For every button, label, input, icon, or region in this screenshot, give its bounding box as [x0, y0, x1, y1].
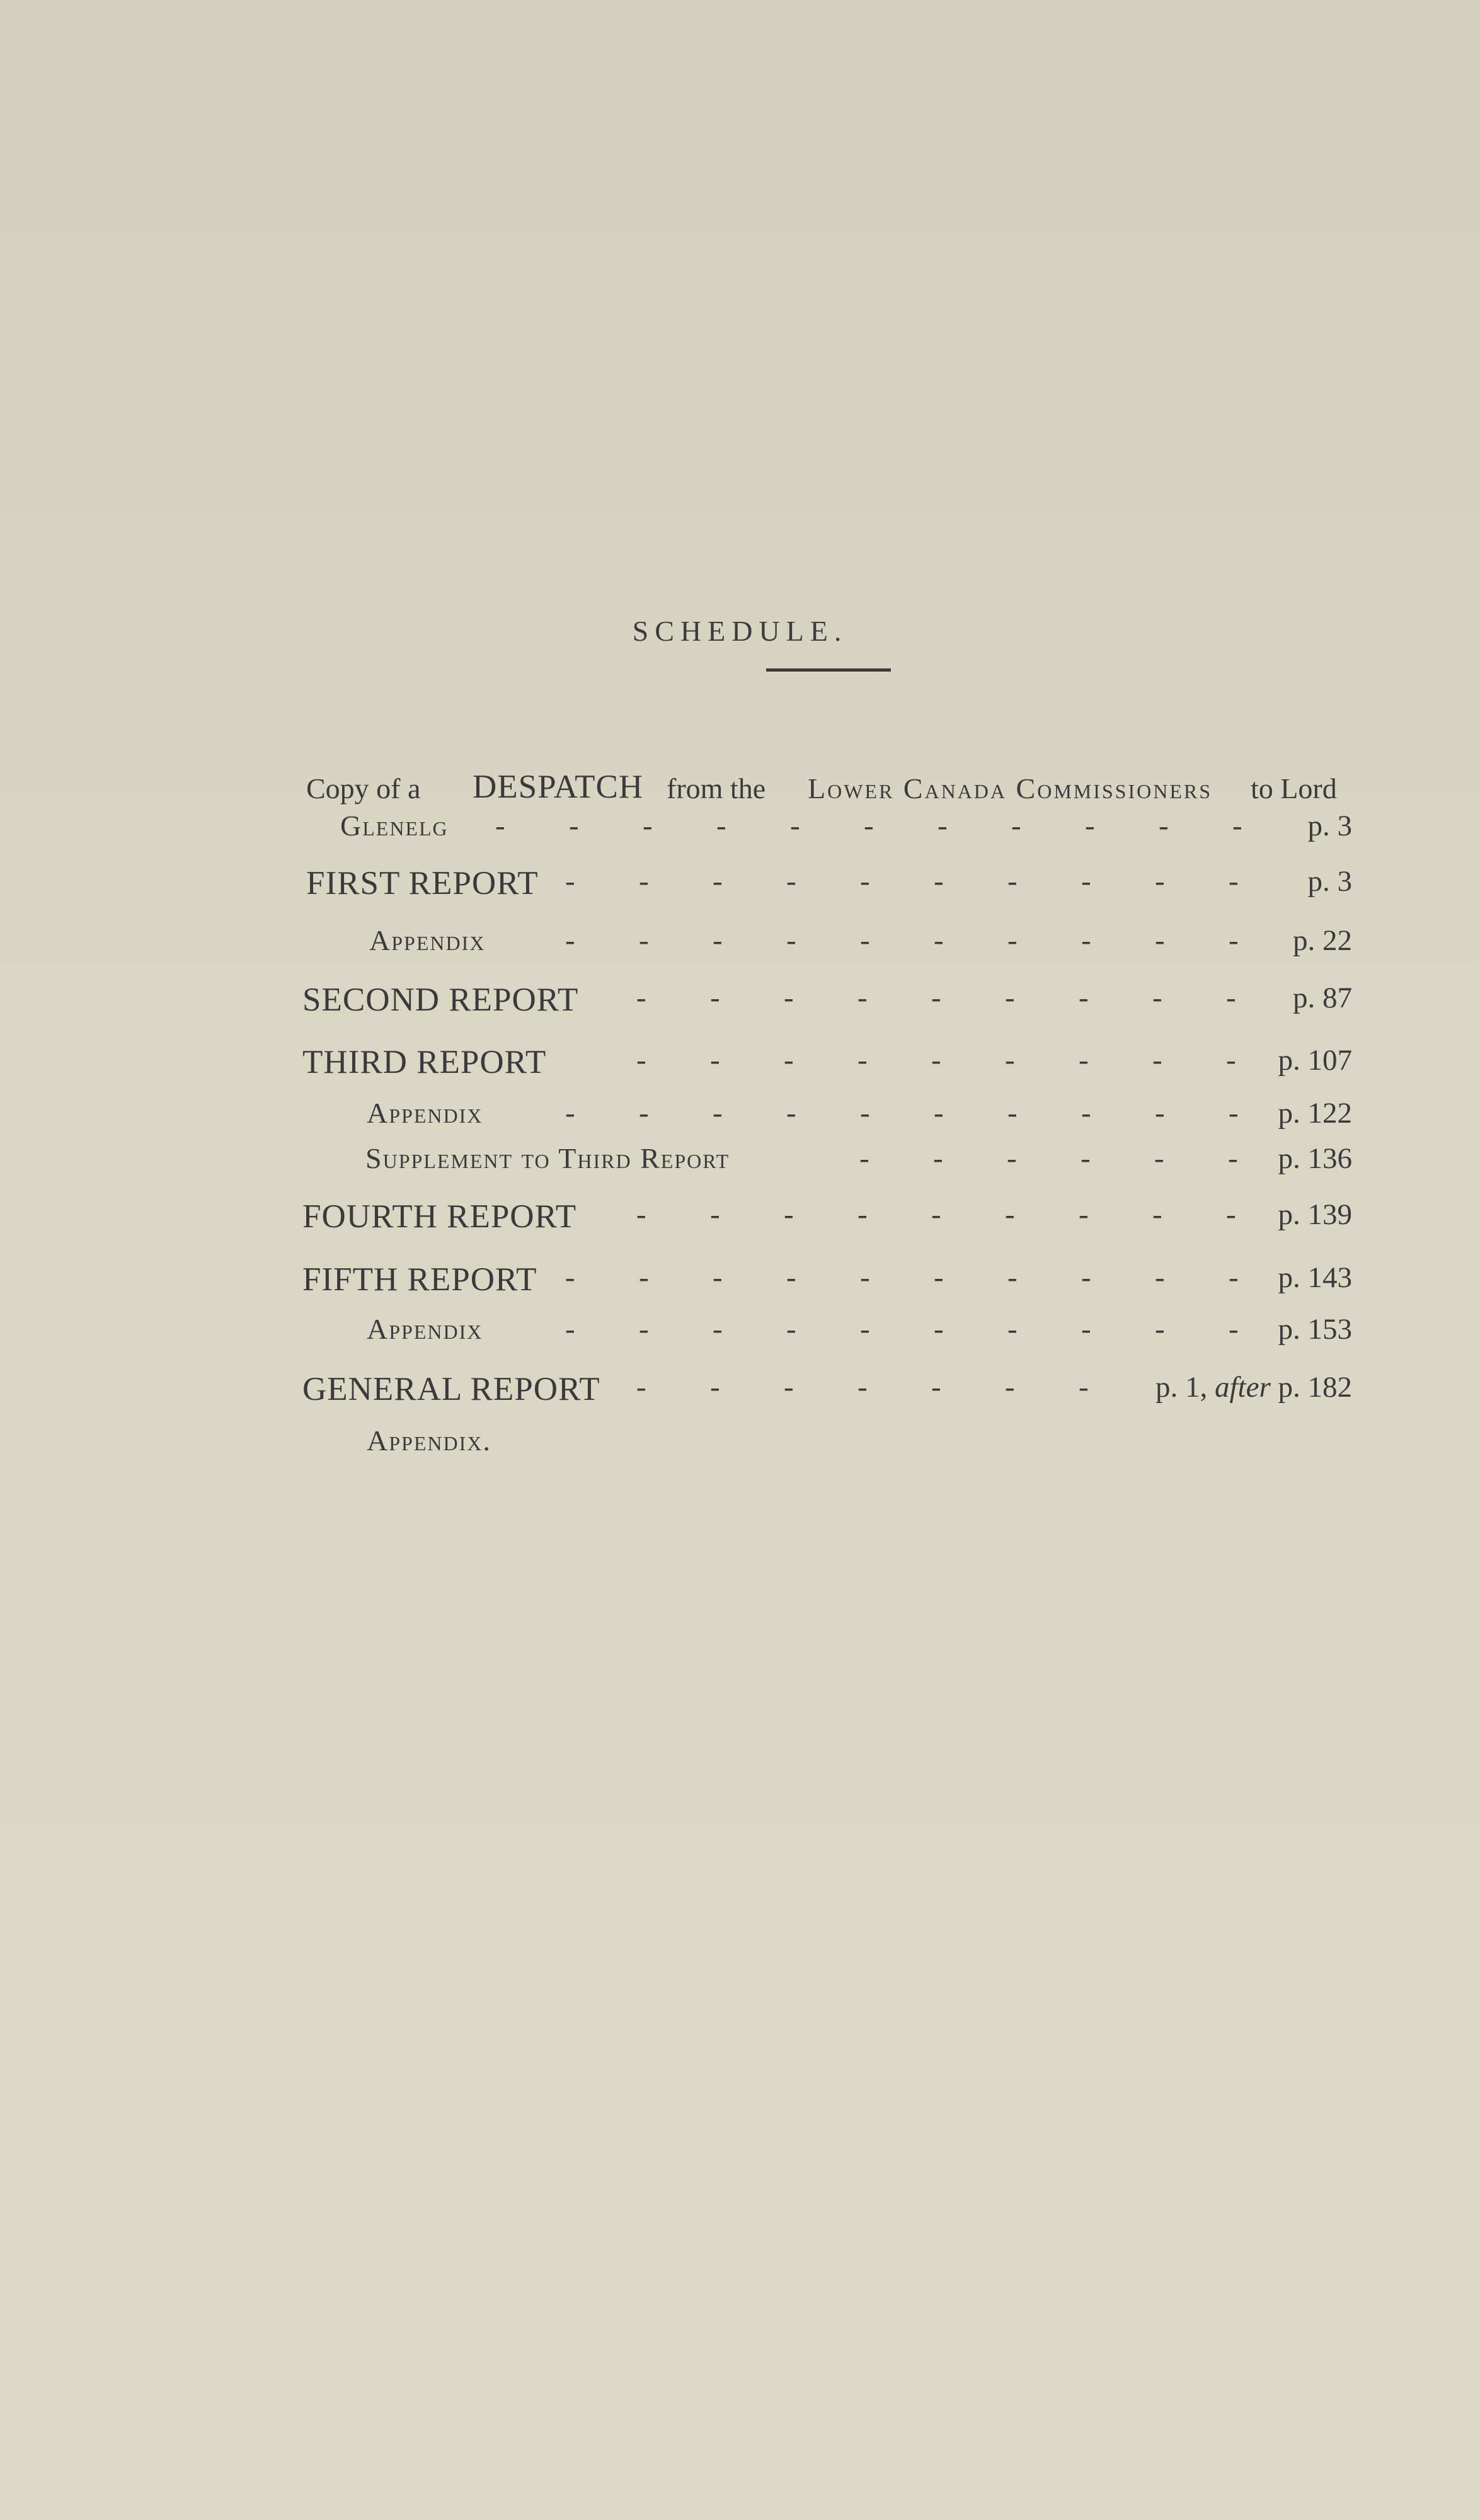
page-ref: p. 143 — [1278, 1261, 1352, 1294]
entry-label: FOURTH REPORT — [302, 1198, 577, 1235]
entry-fifth-appendix — [0, 1312, 1480, 1356]
page-ref: p. 153 — [1278, 1313, 1352, 1346]
page-ref: p. 136 — [1278, 1142, 1352, 1175]
leader-dashes: - - - - - - - - - - — [565, 1097, 1239, 1130]
entry-cont: Glenelg — [340, 810, 449, 842]
entry-label: FIRST REPORT — [306, 865, 539, 902]
leader-dashes: - - - - - - - - - — [636, 1044, 1236, 1077]
entry-despatch-line2 — [0, 809, 1480, 853]
leader-dashes: - - - - - - - — [636, 1371, 1089, 1404]
entry-label: Appendix — [369, 924, 486, 956]
leader-dashes: - - - - - - — [859, 1142, 1238, 1175]
leader-dashes: - - - - - - - - - - — [565, 865, 1239, 898]
entry-fourth-report — [0, 1198, 1480, 1242]
page-ref-suffix: p. 182 — [1278, 1371, 1352, 1404]
entry-org: Lower Canada Commissioners — [808, 772, 1213, 805]
entry-second-report — [0, 981, 1480, 1025]
page-ref: p. 107 — [1278, 1044, 1352, 1077]
entry-label: FIFTH REPORT — [302, 1261, 537, 1298]
entry-tail: to Lord — [1251, 772, 1337, 805]
page-ref: p. 87 — [1293, 982, 1352, 1014]
entry-first-report — [0, 864, 1480, 908]
entry-first-appendix — [0, 924, 1480, 968]
page-ref: p. 122 — [1278, 1097, 1352, 1130]
leader-dashes: - - - - - - - - - - — [565, 1261, 1239, 1294]
page-ref-italic: after — [1214, 1371, 1271, 1404]
leader-dashes: - - - - - - - - - - — [565, 1313, 1239, 1346]
leader-dashes: - - - - - - - - - - - — [495, 810, 1242, 842]
entry-label: SECOND REPORT — [302, 982, 579, 1018]
entry-label: Supplement to Third Report — [365, 1142, 730, 1174]
entry-third-appendix — [0, 1096, 1480, 1140]
entry-third-report — [0, 1043, 1480, 1087]
entry-supplement — [0, 1142, 1480, 1186]
entry-mid: from the — [667, 772, 766, 805]
entry-fifth-report — [0, 1261, 1480, 1305]
entry-label: Appendix — [367, 1097, 483, 1129]
schedule-title: SCHEDULE. — [632, 615, 848, 647]
page-ref-prefix: p. 1, — [1155, 1371, 1208, 1404]
entry-general-appendix — [0, 1424, 1480, 1468]
page-ref: p. 3 — [1307, 865, 1352, 898]
entry-label: Appendix. — [367, 1424, 491, 1457]
page-ref — [1156, 1370, 1352, 1404]
entry-label: THIRD REPORT — [302, 1044, 547, 1080]
title-rule — [766, 668, 891, 672]
entry-head: DESPATCH — [473, 769, 644, 805]
leader-dashes: - - - - - - - - - - — [565, 924, 1239, 957]
entry-general-report — [0, 1370, 1480, 1414]
entry-label: Appendix — [367, 1313, 483, 1345]
page-ref: p. 139 — [1278, 1198, 1352, 1231]
leader-dashes: - - - - - - - - - — [636, 982, 1236, 1014]
page-ref: p. 22 — [1293, 924, 1352, 957]
entry-lead: Copy of a — [306, 772, 421, 805]
page-ref: p. 3 — [1307, 810, 1352, 842]
entry-label: GENERAL REPORT — [302, 1371, 600, 1407]
leader-dashes: - - - - - - - - - — [636, 1198, 1236, 1231]
